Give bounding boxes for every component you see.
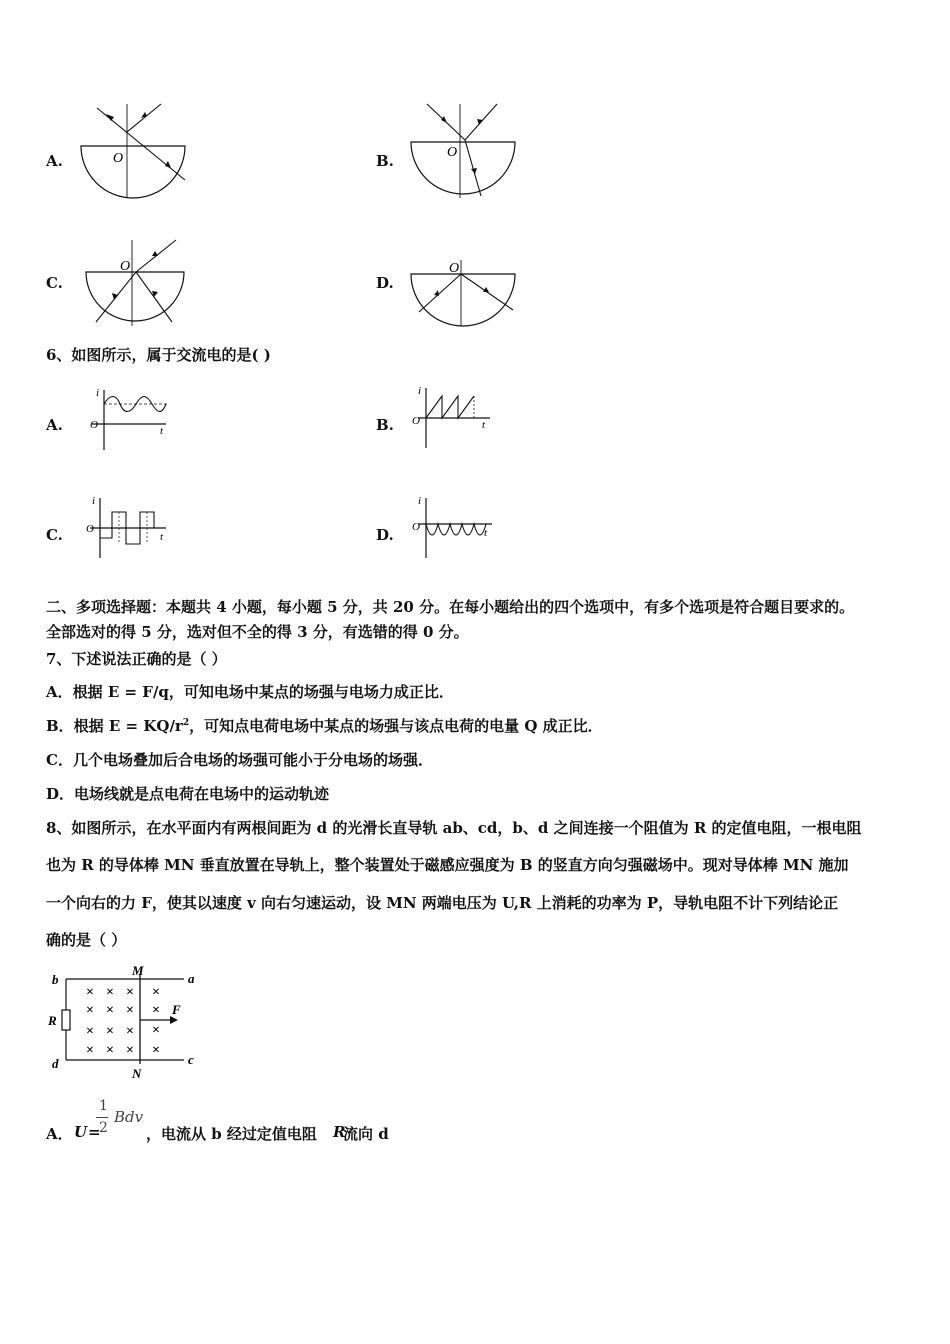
q5-option-d-label: D. [376,274,394,292]
q8-cross: × [152,1003,160,1018]
q5-option-c-label: C. [46,274,63,292]
q7-option-b [46,715,603,736]
q8-label-r: R [48,1013,57,1028]
q7-option-d: D．电场线就是点电荷在电场中的运动轨迹 [46,785,330,803]
q7-stem: 7、下述说法正确的是（ ） [46,650,227,668]
q8-line2: 也为 R 的导体棒 MN 垂直放置在导轨上，整个装置处于磁感应强度为 B 的竖直方向匀强磁场中。现对导体棒 MN 施加 [46,856,849,874]
q8-cross: × [126,1043,134,1058]
q8-option-a-tail: 流向 d [343,1125,389,1143]
q8-option-a-eq: = [88,1123,101,1141]
q7-option-c: C．几个电场叠加后合电场的场强可能小于分电场的场强． [46,751,433,769]
q7-option-b-sup: 2 [182,718,190,728]
q8-cross: × [106,1043,114,1058]
q8-label-a: a [188,971,195,986]
q8-option-a-r: R [333,1123,346,1141]
q5-figure-b [405,100,525,200]
q6-b-axis-o: O [412,415,420,427]
section2-line2: 全部选对的得 5 分，选对但不全的得 3 分，有选错的得 0 分。 [46,623,469,641]
q8-option-a-denominator: 2 [99,1120,108,1136]
q8-option-a-fraction-bar [96,1117,108,1118]
q6-graph-b [410,384,500,450]
q5-c-origin: O [120,259,131,274]
q8-label-m: M [132,963,144,978]
q5-d-origin: O [449,261,460,276]
q8-cross: × [86,985,94,1000]
q8-option-a-var: U [74,1123,88,1141]
q8-cross: × [126,1003,134,1018]
q8-cross: × [86,1043,94,1058]
q8-cross: × [106,985,114,1000]
q6-b-axis-i: i [418,385,422,397]
q6-graph-d [410,494,500,560]
q6-a-axis-i: i [96,387,100,399]
q6-option-c-label: C. [46,526,63,544]
q8-line1: 8、如图所示，在水平面内有两根间距为 d 的光滑长直导轨 ab、cd，b、d 之间连接一个阻值为 R 的定值电阻，一根电阻 [46,819,862,837]
q8-label-n: N [132,1066,142,1081]
q6-a-axis-t: t [160,425,164,437]
q8-cross: × [126,1024,134,1039]
q5-option-b-label: B. [376,152,394,170]
q5-figure-a [75,100,195,200]
q8-line3: 一个向右的力 F，使其以速度 v 向右匀速运动，设 MN 两端电压为 U,R 上消耗的功率为 P，导轨电阻不计下列结论正 [46,894,839,912]
q7-option-b-pre: B．根据 E = KQ/r [46,717,183,735]
q8-cross: × [86,1003,94,1018]
q8-label-d: d [52,1056,59,1071]
q6-b-axis-t: t [482,419,486,431]
q8-option-a-numerator: 1 [99,1098,108,1114]
q8-label-f: F [172,1002,181,1017]
q8-cross: × [86,1024,94,1039]
q6-option-b-label: B. [376,416,394,434]
q5-figure-c [80,236,200,328]
q8-circuit-figure [46,962,206,1082]
section2-line1: 二、多项选择题：本题共 4 小题，每小题 5 分，共 20 分。在每小题给出的四个选项中，有多个选项是符合题目要求的。 [46,598,855,616]
q5-b-origin: O [447,145,458,160]
q8-line4: 确的是（ ） [46,931,127,949]
q8-cross: × [152,1023,160,1038]
q6-c-axis-o: O [86,523,94,535]
q7-option-a: A．根据 E = F/q，可知电场中某点的场强与电场力成正比． [46,683,454,701]
q6-d-axis-i: i [418,495,422,507]
q6-option-d-label: D. [376,526,394,544]
q8-cross: × [152,985,160,1000]
q8-option-a-text: ，电流从 b 经过定值电阻 [146,1125,317,1143]
q6-c-axis-t: t [160,531,164,543]
q8-cross: × [106,1003,114,1018]
q6-option-a-label: A. [46,416,63,434]
q8-label-c: c [188,1052,194,1067]
q8-option-a-expr: Bdv [114,1108,144,1126]
q5-option-a-label: A. [46,152,63,170]
q5-a-origin: O [113,151,124,166]
q8-label-b: b [52,972,59,987]
q6-a-axis-o: O [90,419,98,431]
q5-figure-d [405,258,525,328]
q6-stem: 6、如图所示，属于交流电的是( ) [46,346,271,364]
q8-option-a-label: A． [46,1125,73,1143]
q6-graph-a [88,386,178,452]
q6-c-axis-i: i [92,495,96,507]
q8-cross: × [152,1043,160,1058]
q7-option-b-post: ，可知点电荷电场中某点的场强与该点电荷的电量 Q 成正比． [189,717,603,735]
q6-d-axis-o: O [412,521,420,533]
q6-d-axis-t: t [484,527,488,539]
q6-graph-c [86,494,176,560]
q8-cross: × [126,985,134,1000]
q8-cross: × [106,1024,114,1039]
